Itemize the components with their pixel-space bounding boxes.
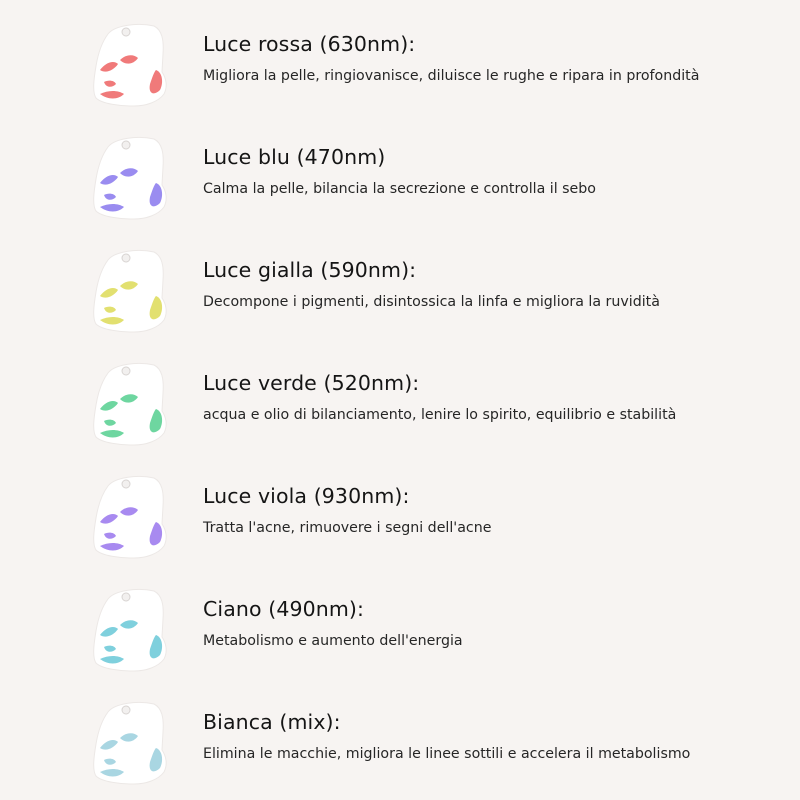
red-light-description: Migliora la pelle, ringiovanisce, diluisce le rughe e ripara in profondità — [203, 68, 700, 84]
list-item-violet-light — [0, 452, 800, 565]
green-light-title: Luce verde (520nm): — [203, 371, 420, 395]
list-item-red-light — [0, 0, 800, 113]
led-mask-violet-icon — [78, 472, 178, 560]
list-item-white-light — [0, 678, 800, 791]
yellow-light-description: Decompone i pigmenti, disintossica la linfa e migliora la ruvidità — [203, 294, 660, 310]
led-mask-green-icon — [78, 359, 178, 447]
blue-light-title: Luce blu (470nm) — [203, 145, 386, 169]
list-item-green-light — [0, 339, 800, 452]
red-light-title: Luce rossa (630nm): — [203, 32, 416, 56]
cyan-light-title: Ciano (490nm): — [203, 597, 365, 621]
led-mask-yellow-icon — [78, 246, 178, 334]
green-light-description: acqua e olio di bilanciamento, lenire lo spirito, equilibrio e stabilità — [203, 407, 677, 423]
led-mask-blue-icon — [78, 133, 178, 221]
blue-light-description: Calma la pelle, bilancia la secrezione e controlla il sebo — [203, 181, 596, 197]
list-item-blue-light — [0, 113, 800, 226]
white-light-title: Bianca (mix): — [203, 710, 341, 734]
yellow-light-title: Luce gialla (590nm): — [203, 258, 417, 282]
led-mask-cyan-icon — [78, 585, 178, 673]
white-light-description: Elimina le macchie, migliora le linee sottili e accelera il metabolismo — [203, 746, 691, 762]
violet-light-title: Luce viola (930nm): — [203, 484, 410, 508]
led-mask-red-icon — [78, 20, 178, 108]
violet-light-description: Tratta l'acne, rimuovere i segni dell'acne — [203, 520, 492, 536]
list-item-yellow-light — [0, 226, 800, 339]
list-item-cyan-light — [0, 565, 800, 678]
cyan-light-description: Metabolismo e aumento dell'energia — [203, 633, 463, 649]
led-mask-white-icon — [78, 698, 178, 786]
